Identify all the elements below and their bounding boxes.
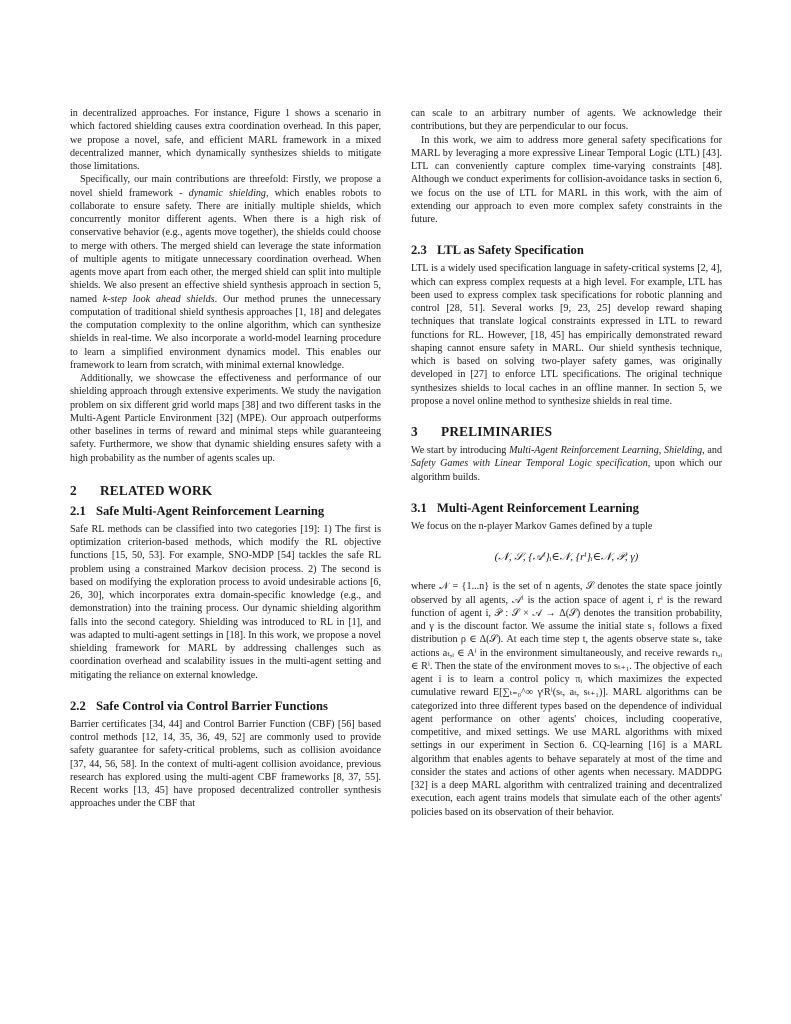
- subsection-heading-cbf: 2.2 Safe Control via Control Barrier Functions: [70, 698, 328, 713]
- equation-markov-game-tuple: (𝒩, 𝒮, {𝒜ⁱ}ᵢ∈𝒩, {rⁱ}ᵢ∈𝒩, 𝒫, γ): [494, 551, 639, 563]
- paragraph-markov-games-intro: We focus on the n-player Markov Games defined by a tuple: [411, 520, 653, 532]
- term-k-step-shields: k-step look ahead shields: [102, 293, 215, 305]
- paragraph-markov-games-def: where 𝒩 = {1...n} is the set of n agents, 𝒮 denotes the state space jointly observed by all agents, 𝒜ⁱ is the action space of agent i, rⁱ is the reward function of agent i, 𝒫 : 𝒮 × 𝒜 → Δ(𝒮) denotes the transition probability, and γ is the discount factor. We assume the initial state s₁ follows a fixed distribution ρ ∈ Δ(𝒮). At each time step t, the agents observe state sₜ, take actions aₜ,ᵢ ∈ Aⁱ in the environment simultaneously, and receive rewards rₜ,ᵢ ∈ Rⁱ. Then the state of the environment moves to sₜ₊₁. The objective of each agent i is to learn a control policy πᵢ which maximizes the expected cumulative reward E[∑ₜ₌₀^∞ γᵗRⁱ(sₜ, aₜ, sₜ₊₁)]. MARL algorithms can be categorized into three different types based on the dependence of individual agent performance on other agents' choices, including cooperative, competitive, and mixed settings. We use MARL algorithms with mixed settings in our experiment in Section 6. CQ-learning [16] is a MARL algorithm that enables agents to behave separately at most of the time and consider the states and actions of other agents when necessary. MADDPG [32] is a deep MARL algorithm with centralized training and decentralized execution, each agent trains models that simulate each of the other agents' policies based on its observation of their behavior.: [411, 581, 722, 818]
- term-dynamic-shielding: dynamic shielding: [188, 187, 266, 199]
- paragraph-cbf-cont: can scale to an arbitrary number of agents. We acknowledge their contributions, but they are perpendicular to our focus.: [411, 108, 722, 133]
- subsection-heading-safe-marl: 2.1 Safe Multi-Agent Reinforcement Learning: [70, 503, 325, 518]
- term-shielding: Shielding: [664, 445, 703, 456]
- contrib-text-a: Specifically, our main contributions are threefold: Firstly, we propose a novel shield framework -: [70, 174, 381, 199]
- section-heading-related-work: 2 RELATED WORK: [70, 482, 213, 498]
- paragraph-cbf: Barrier certificates [34, 44] and Control Barrier Function (CBF) [56] based control methods [12, 14, 35, 36, 49, 52] are commonly used to provide safety guarantee for safety-critical problems, such as collision avoidance [37, 44, 56, 58]. In the context of multi-agent collision avoidance, previous research has explored using the multi-agent CBF frameworks [8, 37, 55]. Recent works [13, 45] have proposed decentralized controller synthesis approaches under the CBF that: [70, 718, 381, 810]
- subsection-heading-marl: 3.1 Multi-Agent Reinforcement Learning: [411, 500, 639, 515]
- section-heading-preliminaries: 3 PRELIMINARIES: [411, 424, 553, 439]
- term-safety-games: Safety Games with Linear Temporal Logic specification: [411, 458, 648, 470]
- paragraph-contributions: [70, 173, 381, 372]
- contrib-text-c: . Our method prunes the unnecessary computation of traditional shield synthesis approaches [1, 18] and delegates the computation complexity to the online algorithm, which can synthesize shields in real-time. We also incorporate a world-model learning procedure to learn a simplified environment dynamics model. This enables our framework to learn from scratch, with minimal external knowledge.: [70, 293, 381, 371]
- term-marl: Multi-Agent Reinforcement Learning: [509, 445, 659, 456]
- paragraph-experiments: Additionally, we showcase the effectiveness and performance of our shielding approach through extensive experiments. We study the navigation problem on six different grid world maps [38] and two different tasks in the Multi-Agent Particle Environment [32] (MPE). Our approach outperforms other baselines in terms of reward and minimal steps while guaranteeing safety. Furthermore, we show that dynamic shielding ensures safety with a high probability as the number of agents scales up.: [70, 373, 381, 464]
- contrib-text-b: , which enables robots to collaborate to ensure safety. There are initially multiple shields, which concurrently monitor different agents. When there is a high risk of conservative behavior (e.g., agents move together), the shields could choose to merge with others. The merged shield can leverage the state information of multiple agents to mitigate unnecessary coordination overhead. When agents move apart from each other, the merged shield can split into multiple shields. We also present an effective shield synthesis approach in section 5, named: [70, 187, 381, 305]
- paragraph-intro-end: in decentralized approaches. For instance, Figure 1 shows a scenario in which factored shielding causes extra coordination overhead. In this paper, we propose a novel, safe, and efficient MARL framework in a mixed decentralized manner, which dynamically synthesizes shields to mitigate those limitations.: [70, 108, 381, 172]
- subsection-heading-ltl: 2.3 LTL as Safety Specification: [411, 243, 584, 258]
- left-column: [70, 107, 381, 811]
- right-column: [411, 107, 722, 819]
- paragraph-ltl: LTL is a widely used specification language in safety-critical systems [2, 4], which can express complex requests at a high level. For example, LTL has been used to express complex task specifications for robotic planning and control [28, 51]. Several works [9, 23, 25] develop reward shaping techniques that translate logical constraints expressed in LTL to reward functions for RL. However, [18, 45] has empirically demonstrated reward shaping cannot ensure safety in MARL. Our shield synthesis technique, which is based on solving two-player safety games, was originally developed in [27] to enforce LTL specifications. The original technique synthesizes shields to local caches in an offline manner. In section 5, we propose a novel online method to synthesize shields in real time.: [411, 263, 722, 407]
- paragraph-ltl-aim: In this work, we aim to address more general safety specifications for MARL by leveraging a more expressive Linear Temporal Logic (LTL) [43]. LTL can conveniently capture complex time-varying constraints [48]. Although we conduct experiments for collision-avoidance tasks in section 6, we focus on the use of LTL for MARL in this work, with the aim of extending our approach to even more complex safety constraints in the future.: [411, 134, 722, 225]
- paragraph-safe-marl: Safe RL methods can be classified into two categories [19]: 1) The first is optimization criterion-based methods, which modify the RL objective functions [15, 50, 53]. For example, SNO-MDP [54] tackles the safe RL problem using a constrained Markov decision process. 2) The second is based on modifying the exploration process to avoid undesirable actions [6, 26, 30], which incorporates extra domain-specific knowledge (e.g., and demonstration) into the training process. Our dynamic shielding algorithm falls into the second category. Shielding was introduced to RL in [1], and was adapted to multi-agent settings in [18]. In this work, we propose a novel shielding framework for MARL by addressing challenges such as coordination overhead and scalability issues in the multi-agent setting and mitigating the reliance on external knowledge.: [70, 523, 381, 681]
- paragraph-preliminaries: We start by introducing Multi-Agent Reinforcement Learning, Shielding, and Safety Games with Linear Temporal Logic specification, upon which our algorithm builds.: [411, 445, 723, 483]
